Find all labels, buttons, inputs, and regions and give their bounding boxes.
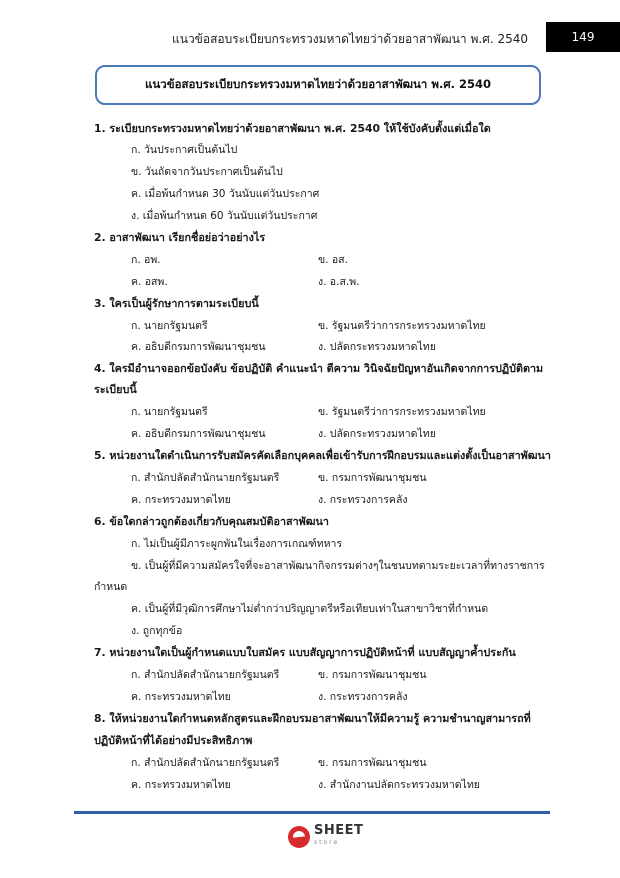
q8-option-a: ก. สำนักปลัดสำนักนายกรัฐมนตรี: [131, 757, 280, 769]
q8-option-d: ง. สำนักงานปลัดกระทรวงมหาดไทย: [318, 779, 480, 791]
document-title: แนวข้อสอบระเบียบกระทรวงมหาดไทยว่าด้วยอาสาพัฒนา พ.ศ. 2540: [144, 77, 492, 91]
question-5: 5. หน่วยงานใดดำเนินการรับสมัครคัดเลือกบุคคลเพื่อเข้ารับการฝึกอบรมและแต่งตั้งเป็นอาสาพัฒนา: [94, 449, 551, 462]
q3-option-d: ง. ปลัดกระทรวงมหาดไทย: [318, 341, 436, 353]
question-8-line-2: ปฏิบัติหน้าที่ได้อย่างมีประสิทธิภาพ: [94, 734, 253, 747]
q6-option-b-line-1: ข. เป็นผู้ที่มีความสมัครใจที่จะอาสาพัฒนากิจกรรมต่างๆในชนบทตามระยะเวลาที่ทางราชการ: [131, 560, 545, 572]
footer-rule: [74, 811, 550, 814]
q1-option-a: ก. วันประกาศเป็นต้นไป: [131, 144, 238, 156]
logo-main-text: SHEET: [314, 823, 364, 838]
question-2: 2. อาสาพัฒนา เรียกชื่อย่อว่าอย่างไร: [94, 231, 266, 244]
running-header: แนวข้อสอบระเบียบกระทรวงมหาดไทยว่าด้วยอาสาพัฒนา พ.ศ. 2540: [172, 32, 528, 46]
q1-option-d: ง. เมื่อพ้นกำหนด 60 วันนับแต่วันประกาศ: [131, 210, 318, 222]
question-3: 3. ใครเป็นผู้รักษาการตามระเบียบนี้: [94, 297, 259, 310]
q3-option-c: ค. อธิบดีกรมการพัฒนาชุมชน: [131, 341, 266, 353]
q6-option-b-line-2: กำหนด: [94, 581, 128, 593]
q4-option-c: ค. อธิบดีกรมการพัฒนาชุมชน: [131, 428, 266, 440]
logo-text: [314, 823, 364, 848]
logo-sub-text: store: [314, 839, 340, 846]
footer-logo: [288, 824, 363, 850]
q2-option-b: ข. อส.: [318, 254, 348, 266]
q2-option-d: ง. อ.ส.พ.: [318, 276, 360, 288]
q7-option-c: ค. กระทรวงมหาดไทย: [131, 691, 231, 703]
q6-option-d: ง. ถูกทุกข้อ: [131, 625, 183, 637]
page-number-badge: 149: [546, 22, 620, 52]
q7-option-d: ง. กระทรวงการคลัง: [318, 691, 408, 703]
q4-option-a: ก. นายกรัฐมนตรี: [131, 406, 208, 418]
q8-option-b: ข. กรมการพัฒนาชุมชน: [318, 757, 427, 769]
q7-option-b: ข. กรมการพัฒนาชุมชน: [318, 669, 427, 681]
q2-option-a: ก. อพ.: [131, 254, 161, 266]
question-6: 6. ข้อใดกล่าวถูกต้องเกี่ยวกับคุณสมบัติอาสาพัฒนา: [94, 515, 329, 528]
question-1: 1. ระเบียบกระทรวงมหาดไทยว่าด้วยอาสาพัฒนา พ.ศ. 2540 ให้ใช้บังคับตั้งแต่เมื่อใด: [94, 122, 491, 135]
question-7: 7. หน่วยงานใดเป็นผู้กำหนดแบบใบสมัคร แบบสัญญาการปฏิบัติหน้าที่ แบบสัญญาค้ำประกัน: [94, 646, 516, 659]
question-4-line-2: ระเบียบนี้: [94, 383, 137, 396]
q1-option-c: ค. เมื่อพ้นกำหนด 30 วันนับแต่วันประกาศ: [131, 188, 320, 200]
q5-option-a: ก. สำนักปลัดสำนักนายกรัฐมนตรี: [131, 472, 280, 484]
sheet-store-logo-icon: [288, 826, 310, 848]
q6-option-a: ก. ไม่เป็นผู้มีภาระผูกพันในเรื่องการเกณฑ์ทหาร: [131, 538, 343, 550]
q8-option-c: ค. กระทรวงมหาดไทย: [131, 779, 231, 791]
q3-option-b: ข. รัฐมนตรีว่าการกระทรวงมหาดไทย: [318, 320, 486, 332]
q5-option-c: ค. กระทรวงมหาดไทย: [131, 494, 231, 506]
q6-option-c: ค. เป็นผู้ที่มีวุฒิการศึกษาไม่ต่ำกว่าปริญญาตรีหรือเทียบเท่าในสาขาวิชาที่กำหนด: [131, 603, 489, 615]
question-4-line-1: 4. ใครมีอำนาจออกข้อบังคับ ข้อปฏิบัติ คำแนะนำ ตีความ วินิจฉัยปัญหาอันเกิดจากการปฏิบัติตาม: [94, 362, 544, 375]
q4-option-d: ง. ปลัดกระทรวงมหาดไทย: [318, 428, 436, 440]
q7-option-a: ก. สำนักปลัดสำนักนายกรัฐมนตรี: [131, 669, 280, 681]
q1-option-b: ข. วันถัดจากวันประกาศเป็นต้นไป: [131, 166, 283, 178]
document-title-box: [95, 65, 541, 105]
question-8-line-1: 8. ให้หน่วยงานใดกำหนดหลักสูตรและฝึกอบรมอาสาพัฒนาให้มีความรู้ ความชำนาญสามารถที่: [94, 712, 531, 725]
q5-option-d: ง. กระทรวงการคลัง: [318, 494, 408, 506]
q5-option-b: ข. กรมการพัฒนาชุมชน: [318, 472, 427, 484]
q4-option-b: ข. รัฐมนตรีว่าการกระทรวงมหาดไทย: [318, 406, 486, 418]
q3-option-a: ก. นายกรัฐมนตรี: [131, 320, 208, 332]
q2-option-c: ค. อสพ.: [131, 276, 168, 288]
